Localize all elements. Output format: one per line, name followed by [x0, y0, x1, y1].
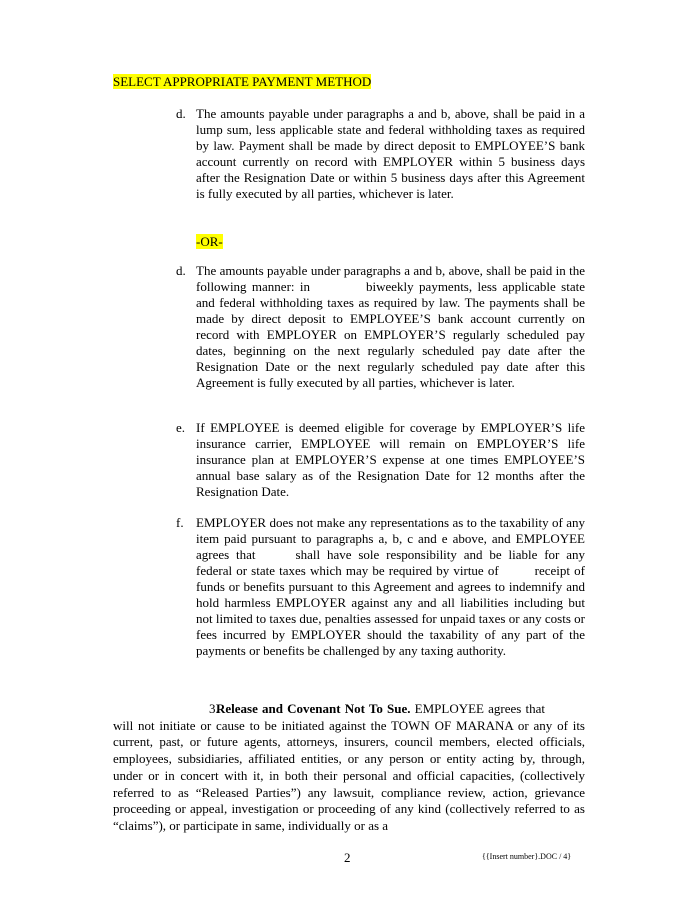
item-letter: f. — [176, 515, 184, 530]
or-separator — [196, 233, 223, 250]
or-highlight: -OR- — [196, 234, 223, 249]
item-text: If EMPLOYEE is deemed eligible for coverage by EMPLOYER’S life insurance carrier, EMPLOYEE will remain on EMPLOYER’S life insurance plan at EMPLOYER’S expense at one times EMPLOYEE’S annual base salary as of the Resignation Date for 12 months after the Resignation Date. — [196, 420, 585, 499]
section-text-part-2: will not initiate or cause to be initiated against the TOWN OF MARANA or any of its current, past, or future agents, attorneys, insurers, council members, elected officials, employees, subsidiaries, affiliated entities, or any person or entity acting by, through, under or in concert with it, in both their personal and official capacities, (collectively referred to as “Released Parties”) any lawsuit, compliance review, action, grievance proceeding or appeal, investigation or proceeding of any kind (collectively referred to as “claims”), or participate in same, individually or as a — [113, 717, 585, 833]
section-text-part-1: EMPLOYEE agrees that — [414, 701, 545, 716]
list-item-d-lump-sum — [176, 106, 585, 202]
heading-highlight: SELECT APPROPRIATE PAYMENT METHOD — [113, 74, 372, 89]
section-heading — [113, 73, 371, 90]
section-title: Release and Covenant Not To Sue. — [216, 701, 411, 716]
section-number: 3. — [209, 701, 219, 716]
item-text-part-2: biweekly payments, less applicable state and federal withholding taxes as required by law. The payments shall be made by direct deposit to EMPLOYEE’S bank account currently on record with EMPLOYER on EMPLOYER’S regularly scheduled pay dates, beginning on the next regularly scheduled pay date after the Resignation Date or the next regularly scheduled pay date after this Agreement is fully executed by all parties, whichever is later. — [196, 279, 585, 390]
section-3-paragraph — [113, 701, 585, 835]
item-text-part-2: shall have sole responsibility and be liable for any federal or state taxes which may be required by virtue of — [196, 547, 585, 578]
item-text-part-1: EMPLOYER does not make any representations as to the taxability of any item paid pursuant to paragraphs a, b, c and e above, and EMPLOYEE agrees that — [196, 515, 585, 562]
item-letter: d. — [176, 263, 186, 278]
item-text — [196, 263, 585, 391]
item-text: The amounts payable under paragraphs a and b, above, shall be paid in a lump sum, less applicable state and federal withholding taxes as required by law. Payment shall be made by direct deposit to EMPLOYEE’S bank account currently on record with EMPLOYER within 5 business days after the Resignation Date or within 5 business days after this Agreement is fully executed by all parties, whichever is later. — [196, 106, 585, 201]
item-text — [196, 515, 585, 659]
document-footer: {{Insert number}.DOC / 4} — [482, 852, 572, 861]
item-letter: d. — [176, 106, 186, 121]
item-text-part-3: receipt of funds or benefits pursuant to this Agreement and agrees to indemnify and hold harmless EMPLOYER against any and all liabilities including but not limited to taxes due, penalties assessed for unpaid taxes or any costs or fees incurred by EMPLOYER should the taxability of any part of the payments or benefits be challenged by any taxing authority. — [196, 563, 585, 658]
list-item-f-taxability — [176, 515, 585, 659]
list-item-d-biweekly — [176, 263, 585, 391]
item-letter: e. — [176, 420, 186, 435]
list-item-e-life-insurance — [176, 420, 585, 500]
page-number: 2 — [344, 850, 351, 865]
item-text-part-1: The amounts payable under paragraphs a and b, above, shall be paid in the following manner: in — [196, 263, 585, 294]
